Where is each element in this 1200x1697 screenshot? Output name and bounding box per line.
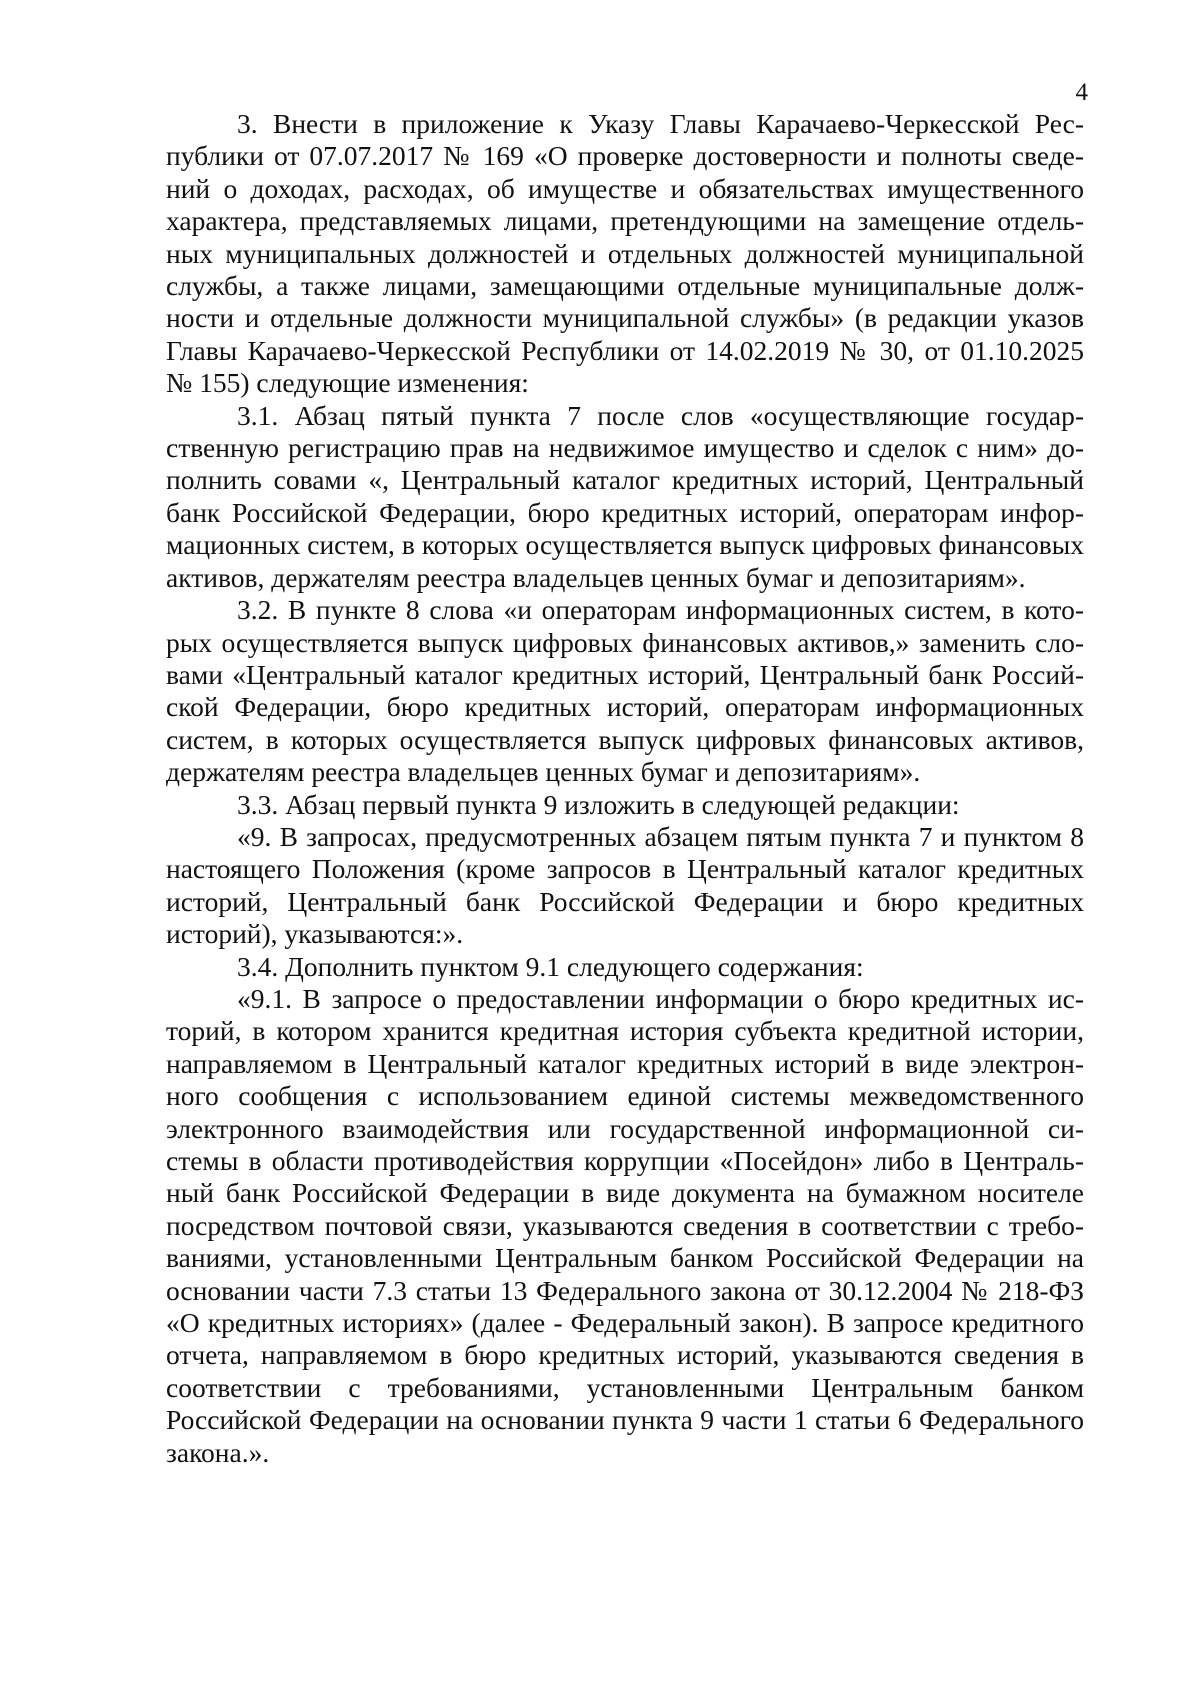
paragraph-3-2: 3.2. В пункте 8 слова «и операторам информационных систем, в которых осуществляется выпуск цифровых финансовых активов,» заменить словами «Центральный каталог кредитных историй, Центральный банк Российской Федерации, бюро кредитных историй, операторам информационных систем, в которых осуществляется выпуск цифровых финансовых активов, держателям реестра владельцев ценных бумаг и депозитариям». (166, 594, 1084, 788)
document-body (166, 108, 1084, 1469)
paragraph-3: 3. Внести в приложение к Указу Главы Карачаево-Черкесской Республики от 07.07.2017 № 169 «О проверке достоверности и полноты сведений о доходах, расходах, об имуществе и обязательствах имущественного характера, представляемых лицами, претендующими на замещение отдельных муниципальных должностей и отдельных должностей муниципальной службы, а также лицами, замещающими отдельные муниципальные должности и отдельные должности муниципальной службы» (в редакции указов Главы Карачаево-Черкесской Республики от 14.02.2019 № 30, от 01.10.2025 № 155) следующие изменения: (166, 108, 1084, 399)
page-number: 4 (1075, 79, 1088, 106)
paragraph-3-4: 3.4. Дополнить пунктом 9.1 следующего содержания: (237, 950, 864, 982)
paragraph-9-1-quote: «9.1. В запросе о предоставлении информации о бюро кредитных историй, в котором хранится кредитная история субъекта кредитной истории, направляемом в Центральный каталог кредитных историй в виде электронного сообщения с использованием единой системы межведомственного электронного взаимодействия или государственной информационной системы в области противодействия коррупции «Посейдон» либо в Центральный банк Российской Федерации в виде документа на бумажном носителе посредством почтовой связи, указываются сведения в соответствии с требованиями, установленными Центральным банком Российской Федерации на основании части 7.3 статьи 13 Федерального закона от 30.12.2004 № 218-ФЗ «О кредитных историях» (далее - Федеральный закон). В запросе кредитного отчета, направляемом в бюро кредитных историй, указываются сведения в соответствии с требованиями, установленными Центральным банком Российской Федерации на основании пункта 9 части 1 статьи 6 Федерального закона.». (166, 982, 1084, 1468)
paragraph-3-1: 3.1. Абзац пятый пункта 7 после слов «осуществляющие государственную регистрацию прав на недвижимое имущество и сделок с ним» дополнить совами «, Центральный каталог кредитных историй, Центральный банк Российской Федерации, бюро кредитных историй, операторам информационных систем, в которых осуществляется выпуск цифровых финансовых активов, держателям реестра владельцев ценных бумаг и депозитариям». (166, 399, 1084, 593)
paragraph-9-quote: «9. В запросах, предусмотренных абзацем пятым пункта 7 и пунктом 8 настоящего Положения (кроме запросов в Центральный каталог кредитных историй, Центральный банк Российской Федерации и бюро кредитных историй), указываются:». (166, 820, 1084, 950)
paragraph-3-3: 3.3. Абзац первый пункта 9 изложить в следующей редакции: (237, 788, 960, 820)
